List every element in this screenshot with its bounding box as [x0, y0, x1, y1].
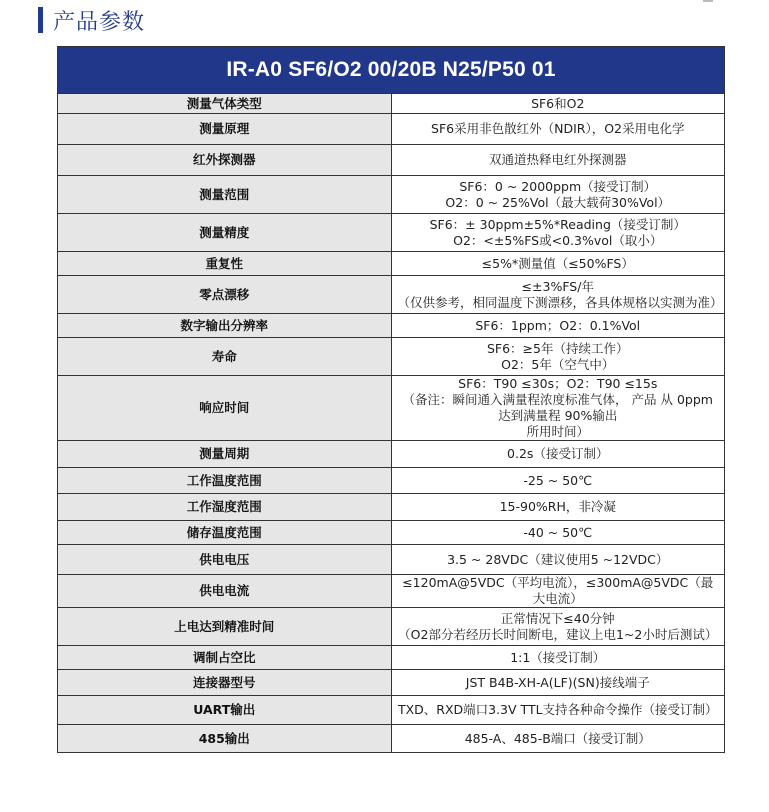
table-row: [58, 494, 725, 521]
param-value-line: （O2部分若经历长时间断电，建议上电1~2小时后测试）: [398, 626, 718, 642]
param-label: 测量周期: [58, 441, 392, 468]
table-row: [58, 252, 725, 276]
param-value-line: ≤5%*测量值（≤50%FS）: [481, 255, 634, 271]
param-value-line: SF6：1ppm；O2：0.1%Vol: [475, 317, 641, 333]
param-value-line: 485-A、485-B端口（接受订制）: [464, 730, 651, 746]
table-row: [58, 376, 725, 441]
param-label: 连接器型号: [58, 670, 392, 696]
param-value: [391, 176, 725, 214]
param-label: 调制占空比: [58, 646, 392, 670]
param-label: 工作湿度范围: [58, 494, 392, 521]
param-value: [391, 276, 725, 314]
table-header-row: [58, 47, 725, 94]
table-row: [58, 575, 725, 608]
param-value-line: （备注：瞬间通入满量程浓度标准气体， 产品 从 0ppm达到满量程 90%输出: [402, 392, 713, 423]
param-value-line: SF6：T90 ≤30s；O2：T90 ≤15s: [458, 376, 658, 391]
table-row: [58, 338, 725, 376]
param-value: [391, 494, 725, 521]
param-value: [391, 252, 725, 276]
param-value-line: O2：5年（空气中）: [501, 356, 615, 372]
param-value: [391, 214, 725, 252]
param-value-line: 0.2s（接受订制）: [507, 446, 609, 461]
product-model-header: IR-A0 SF6/O2 00/20B N25/P50 01: [58, 47, 725, 94]
table-row: [58, 646, 725, 670]
param-value-line: TXD、RXD端口3.3V TTL支持各种命令操作（接受订制）: [397, 702, 718, 717]
param-label: 寿命: [58, 338, 392, 376]
param-value: [391, 338, 725, 376]
param-value-line: SF6：± 30ppm±5%*Reading（接受订制）: [429, 216, 686, 232]
param-label: 测量气体类型: [58, 94, 392, 114]
param-value: [391, 696, 725, 725]
table-row: [58, 696, 725, 725]
param-value-line: 所用时间）: [526, 424, 589, 439]
page-title: 产品参数: [53, 9, 146, 35]
param-label: 485输出: [58, 725, 392, 753]
param-label: 测量范围: [58, 176, 392, 214]
param-value: [391, 670, 725, 696]
param-value-line: O2：0 ~ 25%Vol（最大载荷30%Vol）: [445, 194, 671, 210]
table-row: [58, 521, 725, 545]
param-label: 上电达到精准时间: [58, 608, 392, 646]
param-value-line: 双通道热释电红外探测器: [488, 152, 627, 167]
param-value: [391, 468, 725, 494]
table-row: [58, 670, 725, 696]
param-value-line: 正常情况下≤40分钟: [500, 610, 615, 626]
param-label: 响应时间: [58, 376, 392, 441]
param-value-line: SF6：0 ~ 2000ppm（接受订制）: [459, 178, 657, 194]
param-value-line: SF6采用非色散红外（NDIR），O2采用电化学: [431, 121, 685, 136]
corner-mark: [703, 0, 713, 2]
param-label: 测量原理: [58, 114, 392, 145]
param-value-line: ≤120mA@5VDC（平均电流），≤300mA@5VDC（最大电流）: [402, 575, 714, 606]
section-heading: [38, 4, 145, 36]
param-value-line: ≤±3%FS/年: [521, 278, 594, 294]
table-row: [58, 94, 725, 114]
table-row: [58, 176, 725, 214]
param-label: 供电电压: [58, 545, 392, 575]
param-label: 零点漂移: [58, 276, 392, 314]
param-label: 工作温度范围: [58, 468, 392, 494]
param-value: [391, 725, 725, 753]
table-row: [58, 114, 725, 145]
param-value: [391, 314, 725, 338]
param-label: 储存温度范围: [58, 521, 392, 545]
param-label: UART输出: [58, 696, 392, 725]
param-label: 重复性: [58, 252, 392, 276]
param-label: 红外探测器: [58, 145, 392, 176]
param-value-line: O2：<±5%FS或<0.3%vol（取小）: [453, 232, 663, 248]
param-value-line: （仅供参考，相同温度下测漂移，各具体规格以实测为准）: [397, 294, 723, 310]
param-value-line: SF6：≥5年（持续工作）: [486, 340, 629, 356]
param-label: 测量精度: [58, 214, 392, 252]
table-row: [58, 545, 725, 575]
param-label: 供电电流: [58, 575, 392, 608]
param-value: [391, 441, 725, 468]
table-row: [58, 725, 725, 753]
param-value: [391, 646, 725, 670]
param-value-line: JST B4B-XH-A(LF)(SN)接线端子: [465, 674, 650, 690]
param-value: [391, 114, 725, 145]
param-value: [391, 545, 725, 575]
param-value-line: SF6和O2: [531, 95, 585, 111]
table-row: [58, 608, 725, 646]
param-value-line: 15-90%RH，非冷凝: [499, 499, 616, 514]
heading-accent-bar: [38, 7, 43, 33]
param-value: [391, 94, 725, 114]
table-row: [58, 314, 725, 338]
param-value-line: 3.5 ~ 28VDC（建议使用5 ~12VDC）: [447, 551, 669, 567]
param-value: [391, 575, 725, 608]
param-value: [391, 145, 725, 176]
param-value-line: -40 ~ 50℃: [523, 524, 593, 540]
param-value-line: -25 ~ 50℃: [523, 472, 593, 488]
param-value-line: 1:1（接受订制）: [510, 649, 606, 665]
param-value: [391, 521, 725, 545]
table-row: [58, 145, 725, 176]
table-row: [58, 468, 725, 494]
param-value: [391, 608, 725, 646]
table-row: [58, 441, 725, 468]
table-row: [58, 276, 725, 314]
param-label: 数字输出分辨率: [58, 314, 392, 338]
parameters-table: [57, 46, 725, 753]
table-row: [58, 214, 725, 252]
param-value: [391, 376, 725, 441]
